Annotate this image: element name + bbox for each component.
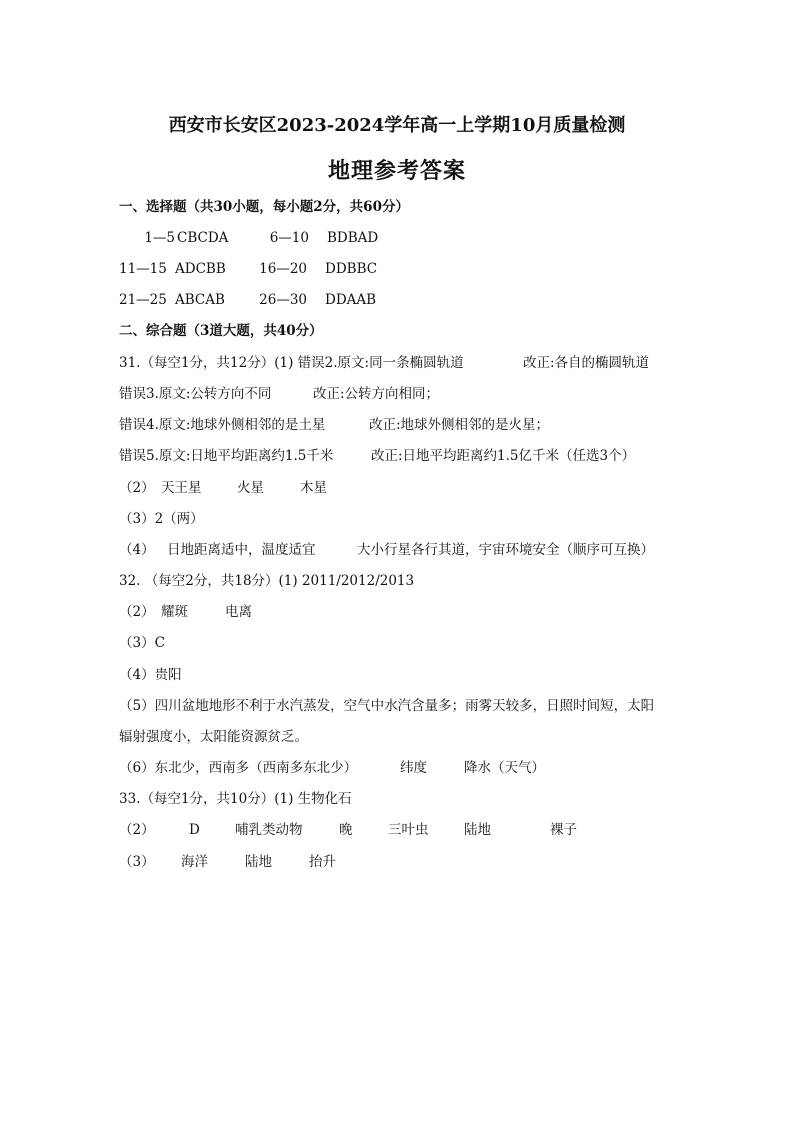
q33-part-3-label: （3） — [119, 854, 155, 870]
q31-error-4-correction: 改正:地球外侧相邻的是火星； — [369, 417, 550, 433]
q33-line-2 — [119, 821, 577, 839]
q31-answer: 木星 — [300, 480, 327, 496]
range-label: 21—25 — [119, 292, 167, 308]
q31-answer: 天王星 — [161, 480, 202, 496]
q32-line-1: 32. （每空2分，共18分）(1) 2011/2012/2013 — [119, 573, 415, 589]
choice-row-3 — [119, 291, 376, 309]
q31-error-3-correction: 改正:公转方向相同； — [313, 386, 440, 402]
q31-line-1 — [119, 354, 649, 372]
q33-answer: 哺乳类动物 — [235, 822, 303, 838]
q32-line-5: （5）四川盆地地形不利于水汽蒸发，空气中水汽含量多；雨雾天较多，日照时间短，太阳 — [119, 698, 655, 714]
q31-answer: 日地距离适中，温度适宜 — [167, 542, 316, 558]
q31-error-3-original: 错误3.原文:公转方向不同 — [119, 386, 272, 402]
q31-part-2-label: （2） — [119, 480, 155, 496]
q31-line-2 — [119, 385, 439, 403]
q32-answer: 降水（天气） — [464, 760, 545, 776]
answer-group: ADCBB — [175, 261, 226, 277]
q32-line-2 — [119, 603, 252, 621]
answer-group: DDAAB — [325, 292, 377, 308]
q31-answer: 火星 — [237, 480, 264, 496]
q31-line-3 — [119, 416, 549, 434]
q31-line-7 — [119, 541, 654, 559]
q33-answer: 陆地 — [245, 854, 272, 870]
q31-error-5-original: 错误5.原文:日地平均距离约1.5千米 — [119, 448, 334, 464]
q33-answer: D — [189, 822, 200, 838]
answer-group: BDBAD — [327, 230, 379, 246]
choice-row-2 — [119, 260, 377, 278]
q32-line-4: （4）贵阳 — [119, 667, 182, 683]
section2-heading: 二、综合题（3道大题，共40分） — [119, 323, 323, 339]
q31-error-4-original: 错误4.原文:地球外侧相邻的是土星 — [119, 417, 326, 433]
q32-line-3: （3）C — [119, 635, 165, 651]
q32-part-2-label: （2） — [119, 604, 155, 620]
q32-answer: 纬度 — [400, 760, 427, 776]
q32-line-6: 辐射强度小，太阳能资源贫乏。 — [119, 729, 308, 745]
q33-answer: 三叶虫 — [388, 822, 429, 838]
q33-answer: 海洋 — [181, 854, 208, 870]
q32-answer: （6）东北少，西南多（西南多东北少） — [119, 760, 358, 776]
answer-group: ABCAB — [175, 292, 225, 308]
q33-part-2-label: （2） — [119, 822, 155, 838]
document-title: 西安市长安区2023-2024学年高一上学期10月质量检测 — [168, 115, 626, 136]
answer-group: CBCDA — [177, 230, 229, 246]
q31-line-4 — [119, 447, 635, 465]
q31-part-4-label: （4） — [119, 542, 155, 558]
q31-error-5-correction: 改正:日地平均距离约1.5亿千米（任选3个） — [371, 448, 636, 464]
range-label: 26—30 — [259, 292, 307, 308]
q32-line-7 — [119, 759, 545, 777]
q31-line-6: （3）2（两） — [119, 511, 204, 527]
q33-answer: 陆地 — [464, 822, 491, 838]
range-label: 6—10 — [269, 230, 309, 246]
q31-error-2-original: 31.（每空1分，共12分）(1) 错误2.原文:同一条椭圆轨道 — [119, 355, 464, 371]
q33-line-1: 33.（每空1分，共10分）(1) 生物化石 — [119, 791, 352, 807]
q31-error-2-correction: 改正:各自的椭圆轨道 — [523, 355, 650, 371]
range-label: 16—20 — [259, 261, 307, 277]
q32-answer: 耀斑 — [161, 604, 188, 620]
q31-line-5 — [119, 479, 327, 497]
choice-row-1 — [119, 229, 378, 247]
document-subtitle: 地理参考答案 — [327, 158, 466, 184]
q31-answer: 大小行星各行其道，宇宙环境安全（顺序可互换） — [357, 542, 654, 558]
section1-heading: 一、选择题（共30小题，每小题2分，共60分） — [119, 199, 409, 215]
range-label: 1—5 — [144, 230, 175, 246]
q33-line-3 — [119, 853, 336, 871]
q32-answer: 电离 — [225, 604, 252, 620]
answer-group: DDBBC — [325, 261, 378, 277]
q33-answer: 裸子 — [550, 822, 577, 838]
q33-answer: 晚 — [339, 822, 353, 838]
q33-answer: 抬升 — [309, 854, 336, 870]
range-label: 11—15 — [119, 261, 167, 277]
